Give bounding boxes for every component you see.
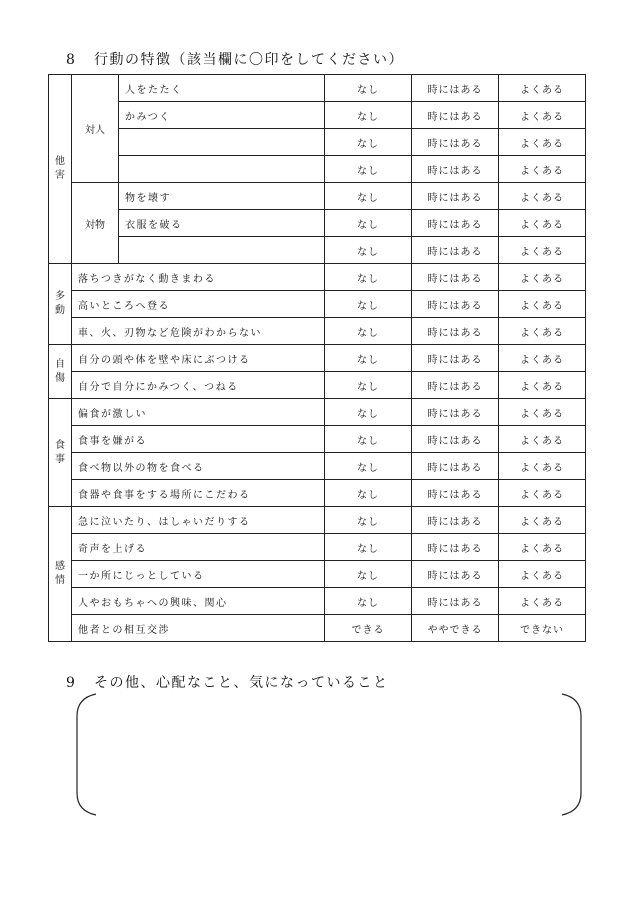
behavior-item <box>119 156 325 183</box>
left-bracket <box>77 694 96 815</box>
option-sometimes[interactable]: 時にはある <box>412 75 499 102</box>
option-none[interactable]: なし <box>325 453 412 480</box>
section-9-number: 9 <box>66 675 77 691</box>
option-none[interactable]: なし <box>325 480 412 507</box>
behavior-item <box>119 129 325 156</box>
behavior-item: 落ちつきがなく動きまわる <box>72 264 325 291</box>
behavior-item: 人をたたく <box>119 75 325 102</box>
table-row <box>49 291 586 318</box>
behavior-item: 物を壊す <box>119 183 325 210</box>
table-row <box>49 102 586 129</box>
table-row <box>49 615 586 642</box>
option-none[interactable]: なし <box>325 561 412 588</box>
option-often[interactable]: できない <box>499 615 586 642</box>
option-sometimes[interactable]: 時にはある <box>412 291 499 318</box>
option-sometimes[interactable]: 時にはある <box>412 318 499 345</box>
option-sometimes[interactable]: 時にはある <box>412 156 499 183</box>
table-row <box>49 237 586 264</box>
behavior-table <box>48 74 586 642</box>
option-sometimes[interactable]: 時にはある <box>412 237 499 264</box>
table-row <box>49 453 586 480</box>
option-none[interactable]: なし <box>325 237 412 264</box>
option-often[interactable]: よくある <box>499 183 586 210</box>
table-row <box>49 318 586 345</box>
option-none[interactable]: なし <box>325 156 412 183</box>
subcategory-object: 対物 <box>72 183 119 264</box>
behavior-item: 自分の頭や体を壁や床にぶつける <box>72 345 325 372</box>
table-row <box>49 426 586 453</box>
section-8-number: 8 <box>66 52 77 68</box>
option-none[interactable]: なし <box>325 399 412 426</box>
section-8-title: 行動の特徴（該当欄に〇印をしてください） <box>94 52 404 68</box>
table-row <box>49 399 586 426</box>
option-often[interactable]: よくある <box>499 534 586 561</box>
free-text-bracket[interactable] <box>74 692 584 817</box>
option-often[interactable]: よくある <box>499 399 586 426</box>
option-often[interactable]: よくある <box>499 210 586 237</box>
category-emotion-label: 感情 <box>55 561 65 586</box>
category-meal <box>49 399 72 507</box>
section-8-heading <box>66 49 404 69</box>
option-often[interactable]: よくある <box>499 129 586 156</box>
option-often[interactable]: よくある <box>499 372 586 399</box>
category-self-harm <box>49 345 72 399</box>
table-row <box>49 561 586 588</box>
behavior-item: 車、火、刃物など危険がわからない <box>72 318 325 345</box>
behavior-item: かみつく <box>119 102 325 129</box>
right-bracket <box>562 694 581 815</box>
option-none[interactable]: なし <box>325 588 412 615</box>
option-none[interactable]: なし <box>325 102 412 129</box>
option-none[interactable]: なし <box>325 345 412 372</box>
option-often[interactable]: よくある <box>499 561 586 588</box>
option-often[interactable]: よくある <box>499 156 586 183</box>
option-sometimes[interactable]: 時にはある <box>412 129 499 156</box>
option-often[interactable]: よくある <box>499 291 586 318</box>
category-meal-label: 食事 <box>55 439 65 465</box>
option-none[interactable]: なし <box>325 507 412 534</box>
behavior-item: 衣服を破る <box>119 210 325 237</box>
category-harm-label: 他害 <box>55 156 65 181</box>
option-often[interactable]: よくある <box>499 318 586 345</box>
option-often[interactable]: よくある <box>499 453 586 480</box>
behavior-item: 食事を嫌がる <box>72 426 325 453</box>
option-sometimes[interactable]: 時にはある <box>412 102 499 129</box>
option-sometimes[interactable]: ややできる <box>412 615 499 642</box>
table-row <box>49 129 586 156</box>
option-none[interactable]: できる <box>325 615 412 642</box>
behavior-item: 自分で自分にかみつく、つねる <box>72 372 325 399</box>
table-row <box>49 507 586 534</box>
behavior-item: 人やおもちゃへの興味、関心 <box>72 588 325 615</box>
category-hyperactivity-label: 多動 <box>55 291 65 316</box>
option-sometimes[interactable]: 時にはある <box>412 399 499 426</box>
option-none[interactable]: なし <box>325 210 412 237</box>
option-sometimes[interactable]: 時にはある <box>412 345 499 372</box>
option-sometimes[interactable]: 時にはある <box>412 507 499 534</box>
option-sometimes[interactable]: 時にはある <box>412 426 499 453</box>
table-row <box>49 588 586 615</box>
option-sometimes[interactable]: 時にはある <box>412 453 499 480</box>
section-9-heading <box>66 672 389 692</box>
table-row <box>49 264 586 291</box>
option-none[interactable]: なし <box>325 264 412 291</box>
behavior-item: 食べ物以外の物を食べる <box>72 453 325 480</box>
option-sometimes[interactable]: 時にはある <box>412 264 499 291</box>
option-often[interactable]: よくある <box>499 588 586 615</box>
option-none[interactable]: なし <box>325 534 412 561</box>
table-row <box>49 156 586 183</box>
option-often[interactable]: よくある <box>499 507 586 534</box>
category-hyperactivity <box>49 264 72 345</box>
table-row <box>49 534 586 561</box>
option-none[interactable]: なし <box>325 372 412 399</box>
table-row <box>49 372 586 399</box>
behavior-table-body <box>49 75 586 642</box>
section-9-title: その他、心配なこと、気になっていること <box>94 675 389 691</box>
table-row <box>49 480 586 507</box>
option-often[interactable]: よくある <box>499 480 586 507</box>
option-often[interactable]: よくある <box>499 237 586 264</box>
behavior-item: 急に泣いたり、はしゃいだりする <box>72 507 325 534</box>
subcategory-person: 対人 <box>72 75 119 183</box>
option-sometimes[interactable]: 時にはある <box>412 480 499 507</box>
option-often[interactable]: よくある <box>499 75 586 102</box>
category-harm <box>49 75 72 264</box>
behavior-item: 食器や食事をする場所にこだわる <box>72 480 325 507</box>
behavior-item: 一か所にじっとしている <box>72 561 325 588</box>
option-none[interactable]: なし <box>325 183 412 210</box>
option-often[interactable]: よくある <box>499 345 586 372</box>
option-often[interactable]: よくある <box>499 426 586 453</box>
option-none[interactable]: なし <box>325 291 412 318</box>
category-emotion <box>49 507 72 642</box>
behavior-item <box>119 237 325 264</box>
table-row <box>49 183 586 210</box>
option-none[interactable]: なし <box>325 318 412 345</box>
category-self-harm-label: 自傷 <box>55 358 65 384</box>
table-row <box>49 75 586 102</box>
behavior-item: 他者との相互交渉 <box>72 615 325 642</box>
option-none[interactable]: なし <box>325 129 412 156</box>
table-row <box>49 345 586 372</box>
behavior-item: 高いところへ登る <box>72 291 325 318</box>
table-row <box>49 210 586 237</box>
option-none[interactable]: なし <box>325 426 412 453</box>
option-sometimes[interactable]: 時にはある <box>412 534 499 561</box>
option-sometimes[interactable]: 時にはある <box>412 561 499 588</box>
option-often[interactable]: よくある <box>499 102 586 129</box>
option-sometimes[interactable]: 時にはある <box>412 588 499 615</box>
option-sometimes[interactable]: 時にはある <box>412 183 499 210</box>
option-often[interactable]: よくある <box>499 264 586 291</box>
option-none[interactable]: なし <box>325 75 412 102</box>
behavior-item: 奇声を上げる <box>72 534 325 561</box>
behavior-item: 偏食が激しい <box>72 399 325 426</box>
option-sometimes[interactable]: 時にはある <box>412 372 499 399</box>
option-sometimes[interactable]: 時にはある <box>412 210 499 237</box>
